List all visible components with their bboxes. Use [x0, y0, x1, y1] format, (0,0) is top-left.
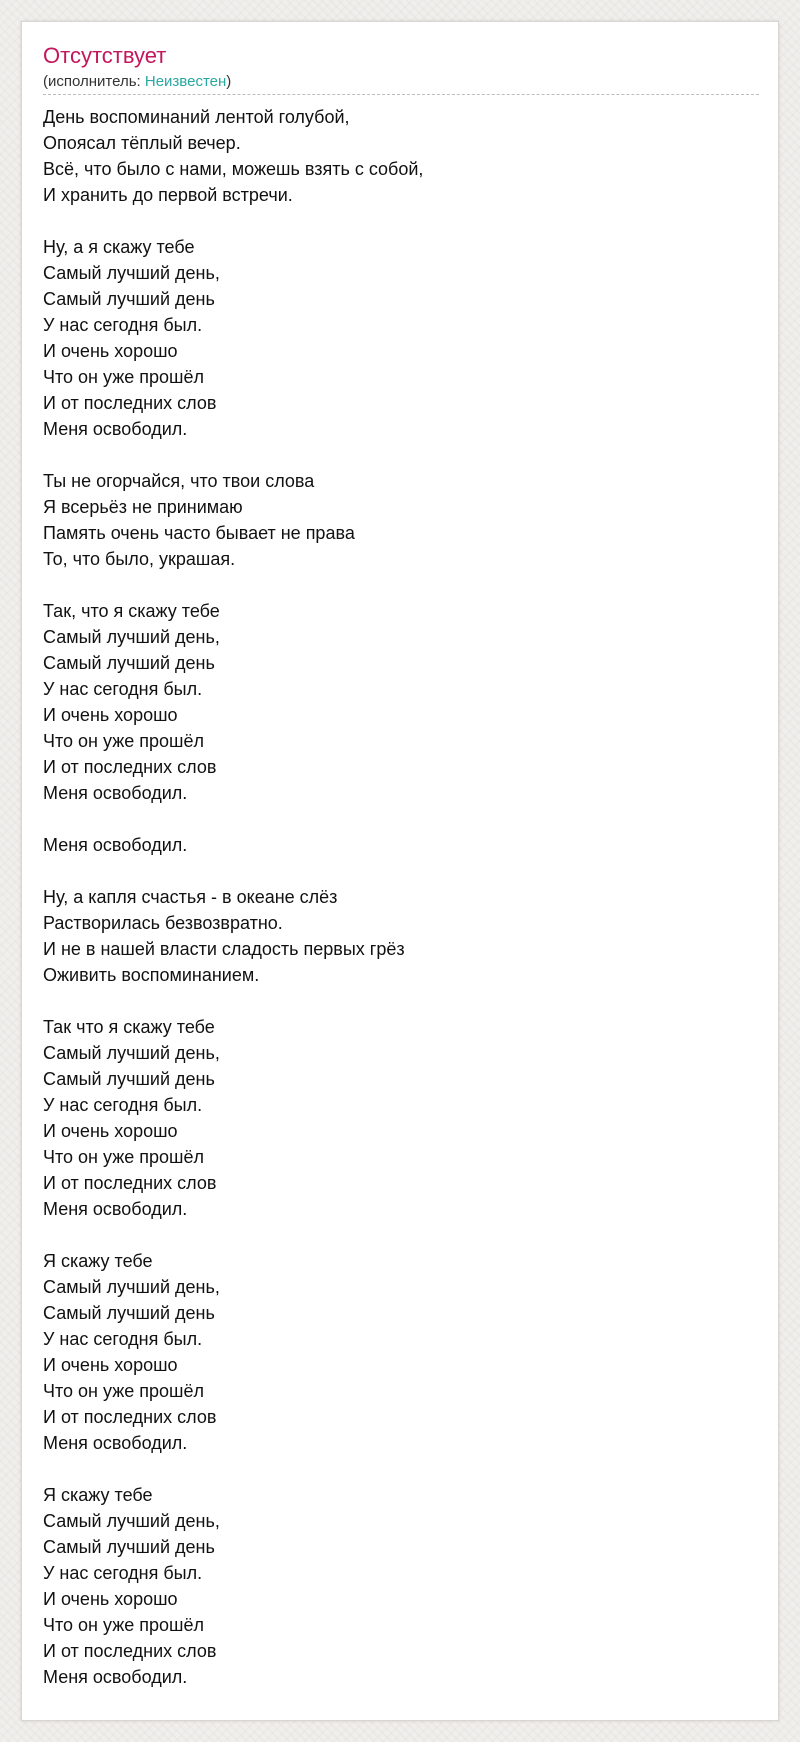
lyrics-line: И очень хорошо: [43, 1355, 178, 1375]
lyrics-line: И от последних слов: [43, 757, 217, 777]
lyrics-stanza: [43, 598, 759, 806]
lyrics-stanza: [43, 234, 759, 442]
lyrics-line: Я скажу тебе: [43, 1251, 153, 1271]
lyrics-line: Самый лучший день,: [43, 263, 220, 283]
lyrics-line: Всё, что было с нами, можешь взять с собой,: [43, 159, 424, 179]
lyrics-line: Что он уже прошёл: [43, 1381, 204, 1401]
lyrics-line: У нас сегодня был.: [43, 1329, 203, 1349]
lyrics-line: Самый лучший день,: [43, 627, 220, 647]
lyrics-stanza: [43, 104, 759, 208]
performer-suffix: ): [226, 73, 232, 90]
lyrics-line: И от последних слов: [43, 1173, 217, 1193]
lyrics-stanza: [43, 1248, 759, 1456]
lyrics-line: Самый лучший день: [43, 1537, 215, 1557]
lyrics-line: И очень хорошо: [43, 341, 178, 361]
lyrics-line: Растворилась безвозвратно.: [43, 913, 283, 933]
lyrics-line: Так, что я скажу тебе: [43, 601, 220, 621]
lyrics-line: Что он уже прошёл: [43, 731, 204, 751]
lyrics-line: Меня освободил.: [43, 1199, 188, 1219]
lyrics-line: И хранить до первой встречи.: [43, 185, 293, 205]
lyrics-line: Меня освободил.: [43, 419, 188, 439]
lyrics-line: Что он уже прошёл: [43, 367, 204, 387]
lyrics-line: Меня освободил.: [43, 1667, 188, 1687]
lyrics-line: Меня освободил.: [43, 783, 188, 803]
lyrics-line: И от последних слов: [43, 393, 217, 413]
lyrics-line: Самый лучший день: [43, 1069, 215, 1089]
lyrics-stanza: [43, 468, 759, 572]
lyrics-line: И очень хорошо: [43, 1121, 178, 1141]
lyrics-line: День воспоминаний лентой голубой,: [43, 107, 350, 127]
lyrics-line: Самый лучший день: [43, 289, 215, 309]
lyrics-line: Меня освободил.: [43, 1433, 188, 1453]
lyrics-line: Самый лучший день,: [43, 1511, 220, 1531]
lyrics-line: Самый лучший день: [43, 1303, 215, 1323]
lyrics-line: То, что было, украшая.: [43, 549, 236, 569]
song-title: Отсутствует: [43, 43, 167, 68]
lyrics-line: Самый лучший день,: [43, 1043, 220, 1063]
performer-prefix: (исполнитель:: [43, 73, 145, 90]
lyrics-line: Память очень часто бывает не права: [43, 523, 355, 543]
lyrics-line: Ну, а я скажу тебе: [43, 237, 195, 257]
lyrics-line: Что он уже прошёл: [43, 1147, 204, 1167]
lyrics-line: Так что я скажу тебе: [43, 1017, 215, 1037]
lyrics-line: У нас сегодня был.: [43, 679, 203, 699]
lyrics-line: Оживить воспоминанием.: [43, 965, 260, 985]
lyrics-stanza: [43, 832, 759, 858]
lyrics-line: И не в нашей власти сладость первых грёз: [43, 939, 405, 959]
lyrics-stanza: [43, 1014, 759, 1222]
lyrics-line: И очень хорошо: [43, 705, 178, 725]
artist-link[interactable]: Неизвестен: [144, 73, 227, 90]
lyrics-stanza: [43, 884, 759, 988]
lyrics-line: Самый лучший день: [43, 653, 215, 673]
performer-line: [43, 72, 231, 92]
lyrics-text: [43, 104, 759, 1690]
dashed-divider: [43, 94, 759, 95]
lyrics-line: Что он уже прошёл: [43, 1615, 204, 1635]
lyrics-line: Самый лучший день,: [43, 1277, 220, 1297]
lyrics-line: У нас сегодня был.: [43, 1095, 203, 1115]
lyrics-line: У нас сегодня был.: [43, 315, 203, 335]
lyrics-stanza: [43, 1482, 759, 1690]
lyrics-line: Ну, а капля счастья - в океане слёз: [43, 887, 338, 907]
lyrics-line: Меня освободил.: [43, 835, 188, 855]
lyrics-line: Ты не огорчайся, что твои слова: [43, 471, 315, 491]
lyrics-line: У нас сегодня был.: [43, 1563, 203, 1583]
lyrics-line: Я всерьёз не принимаю: [43, 497, 243, 517]
lyrics-line: И очень хорошо: [43, 1589, 178, 1609]
lyrics-line: Я скажу тебе: [43, 1485, 153, 1505]
lyrics-line: И от последних слов: [43, 1407, 217, 1427]
lyrics-line: И от последних слов: [43, 1641, 217, 1661]
lyrics-line: Опоясал тёплый вечер.: [43, 133, 241, 153]
lyrics-card: [21, 21, 779, 1721]
